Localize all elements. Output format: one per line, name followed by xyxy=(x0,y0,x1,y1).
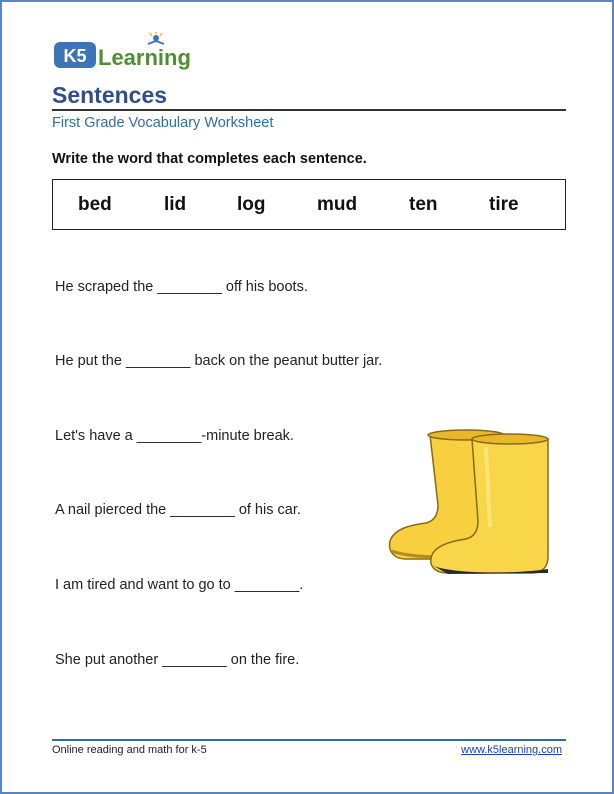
word-bank-item: bed xyxy=(78,194,112,215)
title-divider xyxy=(52,109,566,111)
word-bank-item: log xyxy=(237,194,266,215)
k5-learning-logo xyxy=(52,32,202,76)
sentence-3: Let's have a ________-minute break. xyxy=(55,428,294,444)
page-title: Sentences xyxy=(52,82,168,108)
sentence-5: I am tired and want to go to ________. xyxy=(55,577,304,593)
rain-boots-illustration xyxy=(386,427,552,577)
word-bank-item: ten xyxy=(409,194,438,215)
sentence-2: He put the ________ back on the peanut butter jar. xyxy=(55,353,383,369)
footer-tagline: Online reading and math for k-5 xyxy=(52,744,207,756)
sentence-4: A nail pierced the ________ of his car. xyxy=(55,502,301,518)
instructions: Write the word that completes each sentence. xyxy=(52,151,367,167)
svg-text:K5: K5 xyxy=(63,46,87,66)
sentence-1: He scraped the ________ off his boots. xyxy=(55,279,308,295)
word-bank xyxy=(52,179,566,230)
page-subtitle: First Grade Vocabulary Worksheet xyxy=(52,115,274,131)
word-bank-item: mud xyxy=(317,194,358,215)
svg-text:Learning: Learning xyxy=(98,45,191,70)
footer-website-link[interactable]: www.k5learning.com xyxy=(461,744,562,756)
footer-divider xyxy=(52,739,566,741)
word-bank-item: tire xyxy=(489,194,519,215)
word-bank-item: lid xyxy=(164,194,187,215)
sentence-6: She put another ________ on the fire. xyxy=(55,652,300,668)
